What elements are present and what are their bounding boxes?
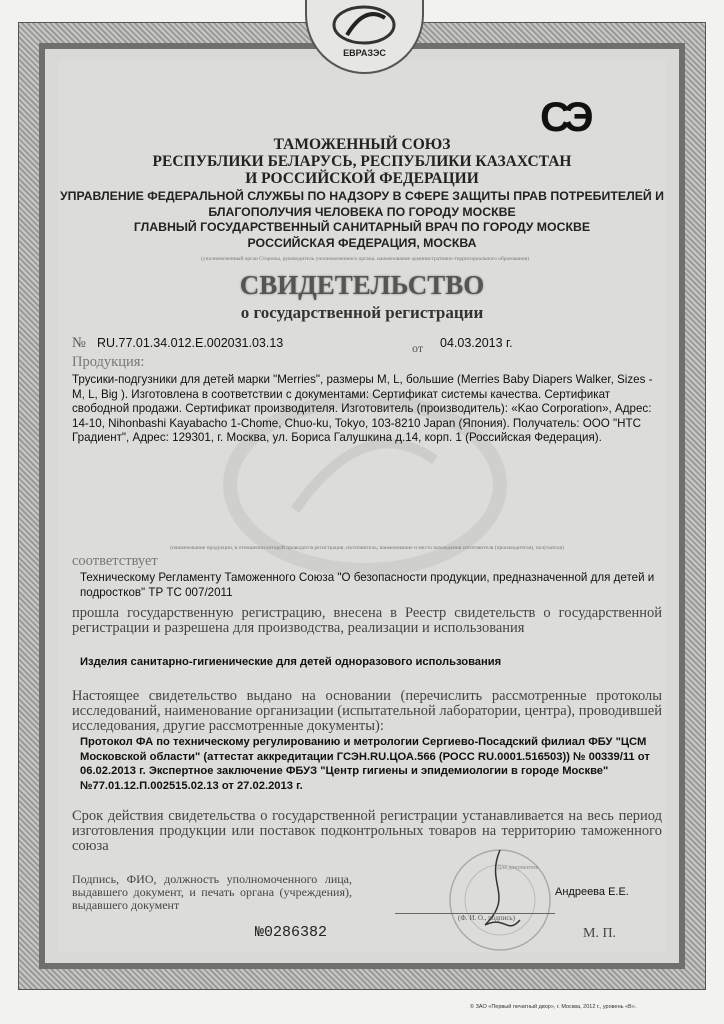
seal-label: М. П. xyxy=(583,926,617,941)
header-authority xyxy=(0,189,724,251)
registration-number: RU.77.01.34.012.E.002031.03.13 xyxy=(97,336,284,350)
registration-text: прошла государственную регистрацию, внесена в Реестр свидетельств о государственной регистрации и разрешена для производства, реализации и использования xyxy=(72,605,662,636)
header-line: РОССИЙСКАЯ ФЕДЕРАЦИЯ, МОСКВА xyxy=(247,235,477,250)
usage-text: Изделия санитарно-гигиенические для детей одноразового использования xyxy=(80,656,502,668)
conformity-mark-icon: СЭ xyxy=(540,93,588,140)
product-caption: (наименование продукции, в отношении которой проводится регистрация, изготовитель, наименование и место нахождения изготовителя (производителя), получателя) xyxy=(170,545,564,551)
eurasec-emblem-icon xyxy=(307,0,422,50)
date-label: от xyxy=(412,341,424,355)
compliance-text: Техническому Регламенту Таможенного Союза "О безопасности продукции, предназначенной для детей и подростков" ТР ТС 007/2011 xyxy=(80,571,655,599)
registration-date: 04.03.2013 г. xyxy=(440,336,513,350)
stamp-text: Для документов xyxy=(497,865,539,871)
signature-label: Подпись, ФИО, должность уполномоченного лица, выдавшего документ, и печать органа (учреждения), выдавшего документ xyxy=(72,872,352,912)
header-line: УПРАВЛЕНИЕ ФЕДЕРАЛЬНОЙ СЛУЖБЫ ПО НАДЗОРУ В СФЕРЕ ЗАЩИТЫ ПРАВ ПОТРЕБИТЕЛЕЙ И xyxy=(59,189,664,203)
official-stamp-icon xyxy=(445,845,555,955)
printer-imprint: © ЗАО «Первый печатный двор», г. Москва, 2012 г., уровень «В». xyxy=(470,1004,637,1010)
header-line: РЕСПУБЛИКИ БЕЛАРУСЬ, РЕСПУБЛИКИ КАЗАХСТАН xyxy=(152,153,572,170)
signatory-name: Андреева Е.Е. xyxy=(555,886,629,898)
authority-caption: (уполномоченный орган Стороны, руководитель уполномоченного органа, наименование административно-территориального образования) xyxy=(200,256,530,262)
validity-text: Срок действия свидетельства о государственной регистрации устанавливается на весь период изготовления продукции или поставок подконтрольных товаров на территорию таможенного союза xyxy=(72,808,662,854)
document-title: СВИДЕТЕЛЬСТВО xyxy=(239,270,485,300)
header-line: И РОССИЙСКОЙ ФЕДЕРАЦИИ xyxy=(245,170,479,187)
signature-caption: (Ф. И. О., подпись) xyxy=(458,914,515,922)
product-description: Трусики-подгузники для детей марки "Merries", размеры M, L, большие (Merries Baby Diapers Walker, Sizes - M, L, Big ). Изготовлена в соответствии с документами: Сертификат системы качества. Сертификат свободной продажи. Сертификат производителя. Изготовитель (производитель): «Kao Corporation», Адрес: 14-10, Nihonbashi Kayabacho 1-Chome, Chuo-ku, Tokyo, 103-8210 Japan (Япония). Получатель: ООО "НТС Градиент", Адрес: 129301, г. Москва, ул. Бориса Галушкина д.14, корп. 1 (Российская Федерация). xyxy=(72,373,653,444)
number-label: № xyxy=(72,335,86,351)
header-line: ТАМОЖЕННЫЙ СОЮЗ xyxy=(273,136,451,153)
product-label: Продукция: xyxy=(72,354,145,370)
header-serif xyxy=(0,136,724,187)
logo-text: ЕВРАЗЭС xyxy=(343,48,386,58)
header-line: ГЛАВНЫЙ ГОСУДАРСТВЕННЫЙ САНИТАРНЫЙ ВРАЧ ПО ГОРОДУ МОСКВЕ xyxy=(133,220,591,234)
basis-text: Настоящее свидетельство выдано на основании (перечислить рассмотренные протоколы исследований, наименование организации (испытательной лаборатории, центра), проводившей исследования, другие рассмотренные документы): xyxy=(72,688,662,734)
basis-documents: Протокол ФА по техническому регулированию и метрологии Сергиево-Посадский филиал ФБУ "ЦСМ Московской области" (аттестат аккредитации ГСЭН.RU.ЦОА.566 (РОСС RU.0001.516503)) № 00339/11 от 06.02.2013 г. Экспертное заключение ФБУЗ "Центр гигиены и эпидемиологии в городе Москве" №77.01.12.П.002515.02.13 от 27.02.2013 г. xyxy=(80,736,650,792)
form-number: №0286382 xyxy=(255,924,328,941)
compliance-label: соответствует xyxy=(72,553,158,569)
header-line: БЛАГОПОЛУЧИЯ ЧЕЛОВЕКА ПО ГОРОДУ МОСКВЕ xyxy=(208,204,516,219)
document-subtitle: о государственной регистрации xyxy=(240,303,484,322)
